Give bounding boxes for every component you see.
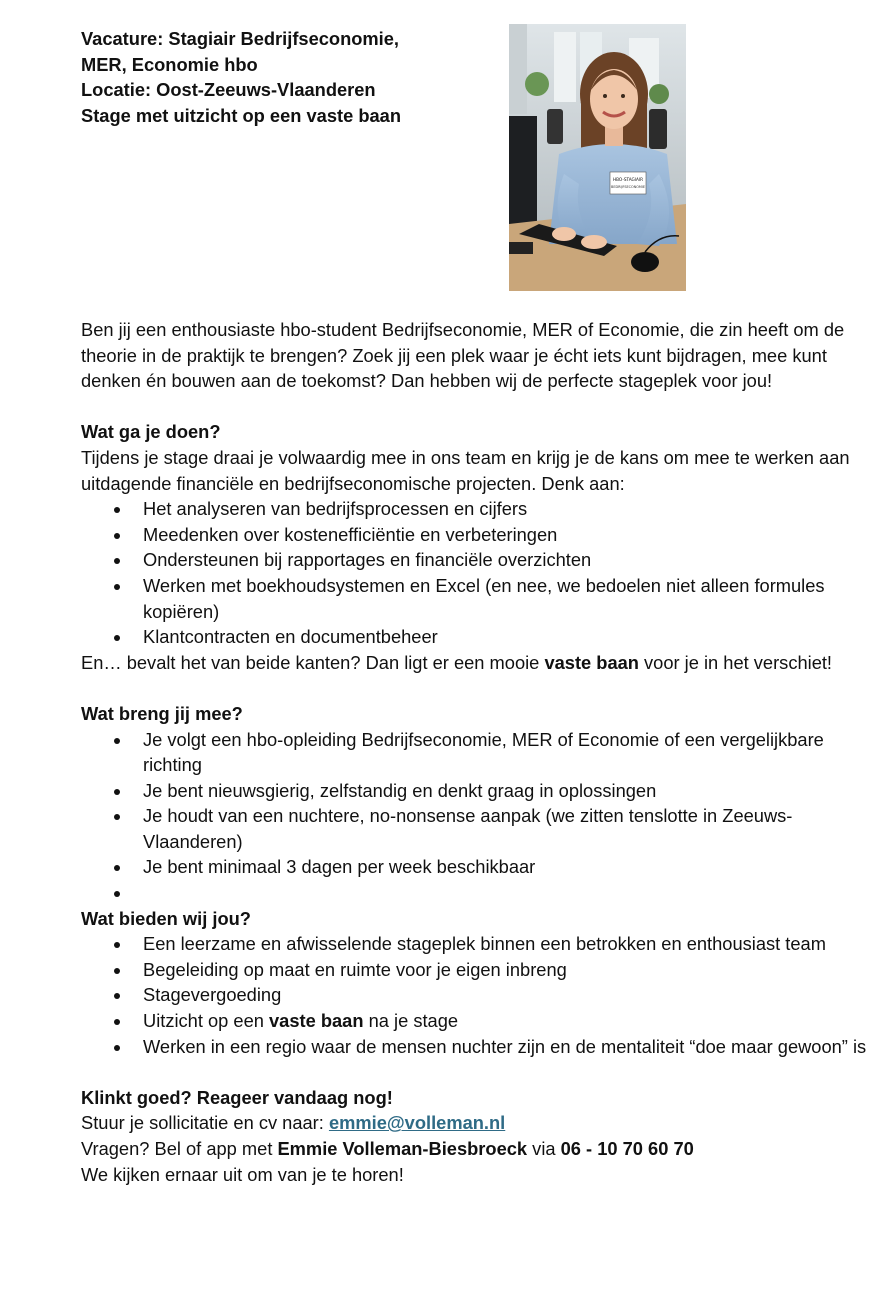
vacancy-subtitle: Stage met uitzicht op een vaste baan <box>81 104 402 126</box>
contact-name: Emmie Volleman-Biesbroeck <box>277 1138 528 1159</box>
intro-paragraph: Ben jij een enthousiaste hbo-student Bedrijfseconomie, MER of Economie, die zin heeft om de theorie in de praktijk te brengen? Zoek jij een plek waar je écht iets kunt bijdragen, mee kunt denken én bouwen aan de toekomst? Dan hebben wij de perfecte stageplek voor jou! <box>81 319 845 392</box>
list-item: Je bent nieuwsgierig, zelfstandig en denkt graag in oplossingen <box>81 778 871 804</box>
vacancy-location: Locatie: Oost-Zeeuws-Vlaanderen <box>81 79 376 101</box>
list-item: Je bent minimaal 3 dagen per week beschikbaar <box>81 854 871 880</box>
bieden-list <box>81 931 871 1059</box>
vacancy-title-cont: MER, Economie hbo <box>81 53 258 75</box>
contact-closing: We kijken ernaar uit om van je te horen! <box>81 1163 404 1185</box>
vacancy-header <box>81 26 481 128</box>
list-item: Je houdt van een nuchtere, no-nonsense aanpak (we zitten tenslotte in Zeeuws-Vlaanderen) <box>81 803 871 854</box>
contact-phone: 06 - 10 70 60 70 <box>560 1138 694 1159</box>
doen-closing <box>81 650 871 676</box>
list-item-empty <box>81 880 871 906</box>
list-item: Begeleiding op maat en ruimte voor je eigen inbreng <box>81 957 871 983</box>
contact-email-pre: Stuur je sollicitatie en cv naar: <box>81 1112 329 1134</box>
contact-heading: Klinkt goed? Reageer vandaag nog! <box>81 1086 393 1108</box>
contact-phone-line <box>81 1136 871 1162</box>
item4-pre: Uitzicht op een <box>143 1010 270 1032</box>
item4-bold: vaste baan <box>269 1010 364 1032</box>
doen-closing-pre: En… bevalt het van beide kanten? Dan ligt er een mooie <box>81 651 545 673</box>
section-heading-breng: Wat breng jij mee? <box>81 702 243 724</box>
email-link[interactable]: emmie@volleman.nl <box>328 1112 506 1134</box>
list-item: Werken met boekhoudsystemen en Excel (en nee, we bedoelen niet alleen formules kopiëren) <box>81 573 871 624</box>
list-item: Het analyseren van bedrijfsprocessen en cijfers <box>81 496 871 522</box>
breng-list <box>81 727 871 906</box>
section-heading-bieden: Wat bieden wij jou? <box>81 907 251 929</box>
list-item: Ondersteunen bij rapportages en financiële overzichten <box>81 547 871 573</box>
item4-post: na je stage <box>363 1010 459 1032</box>
doen-list <box>81 496 871 650</box>
intern-photo <box>509 24 686 291</box>
vacancy-body <box>81 317 871 1187</box>
list-item: Klantcontracten en documentbeheer <box>81 624 871 650</box>
list-item: Meedenken over kostenefficiëntie en verbeteringen <box>81 522 871 548</box>
contact-phone-pre: Vragen? Bel of app met <box>81 1138 278 1159</box>
doen-closing-bold: vaste baan <box>544 651 639 673</box>
contact-email-line <box>81 1110 871 1136</box>
badge-text-1: HBO-STAGIAIR <box>612 177 644 182</box>
doen-closing-post: voor je in het verschiet! <box>638 651 833 673</box>
list-item <box>81 1008 871 1034</box>
list-item: Je volgt een hbo-opleiding Bedrijfseconomie, MER of Economie of een vergelijkbare richting <box>81 727 871 778</box>
list-item: Stagevergoeding <box>81 982 871 1008</box>
section-heading-doen: Wat ga je doen? <box>81 421 221 443</box>
contact-phone-mid: via <box>527 1138 561 1159</box>
doen-paragraph: Tijdens je stage draai je volwaardig mee in ons team en krijg je de kans om mee te werken aan uitdagende financiële en bedrijfseconomische projecten. Denk aan: <box>81 446 850 494</box>
list-item: Werken in een regio waar de mensen nuchter zijn en de mentaliteit “doe maar gewoon” is <box>81 1034 871 1060</box>
vacancy-title: Vacature: Stagiair Bedrijfseconomie, <box>81 28 400 49</box>
badge-text-2: BEDRIJFSECONOMIE <box>611 185 645 189</box>
list-item: Een leerzame en afwisselende stageplek binnen een betrokken en enthousiast team <box>81 931 871 957</box>
